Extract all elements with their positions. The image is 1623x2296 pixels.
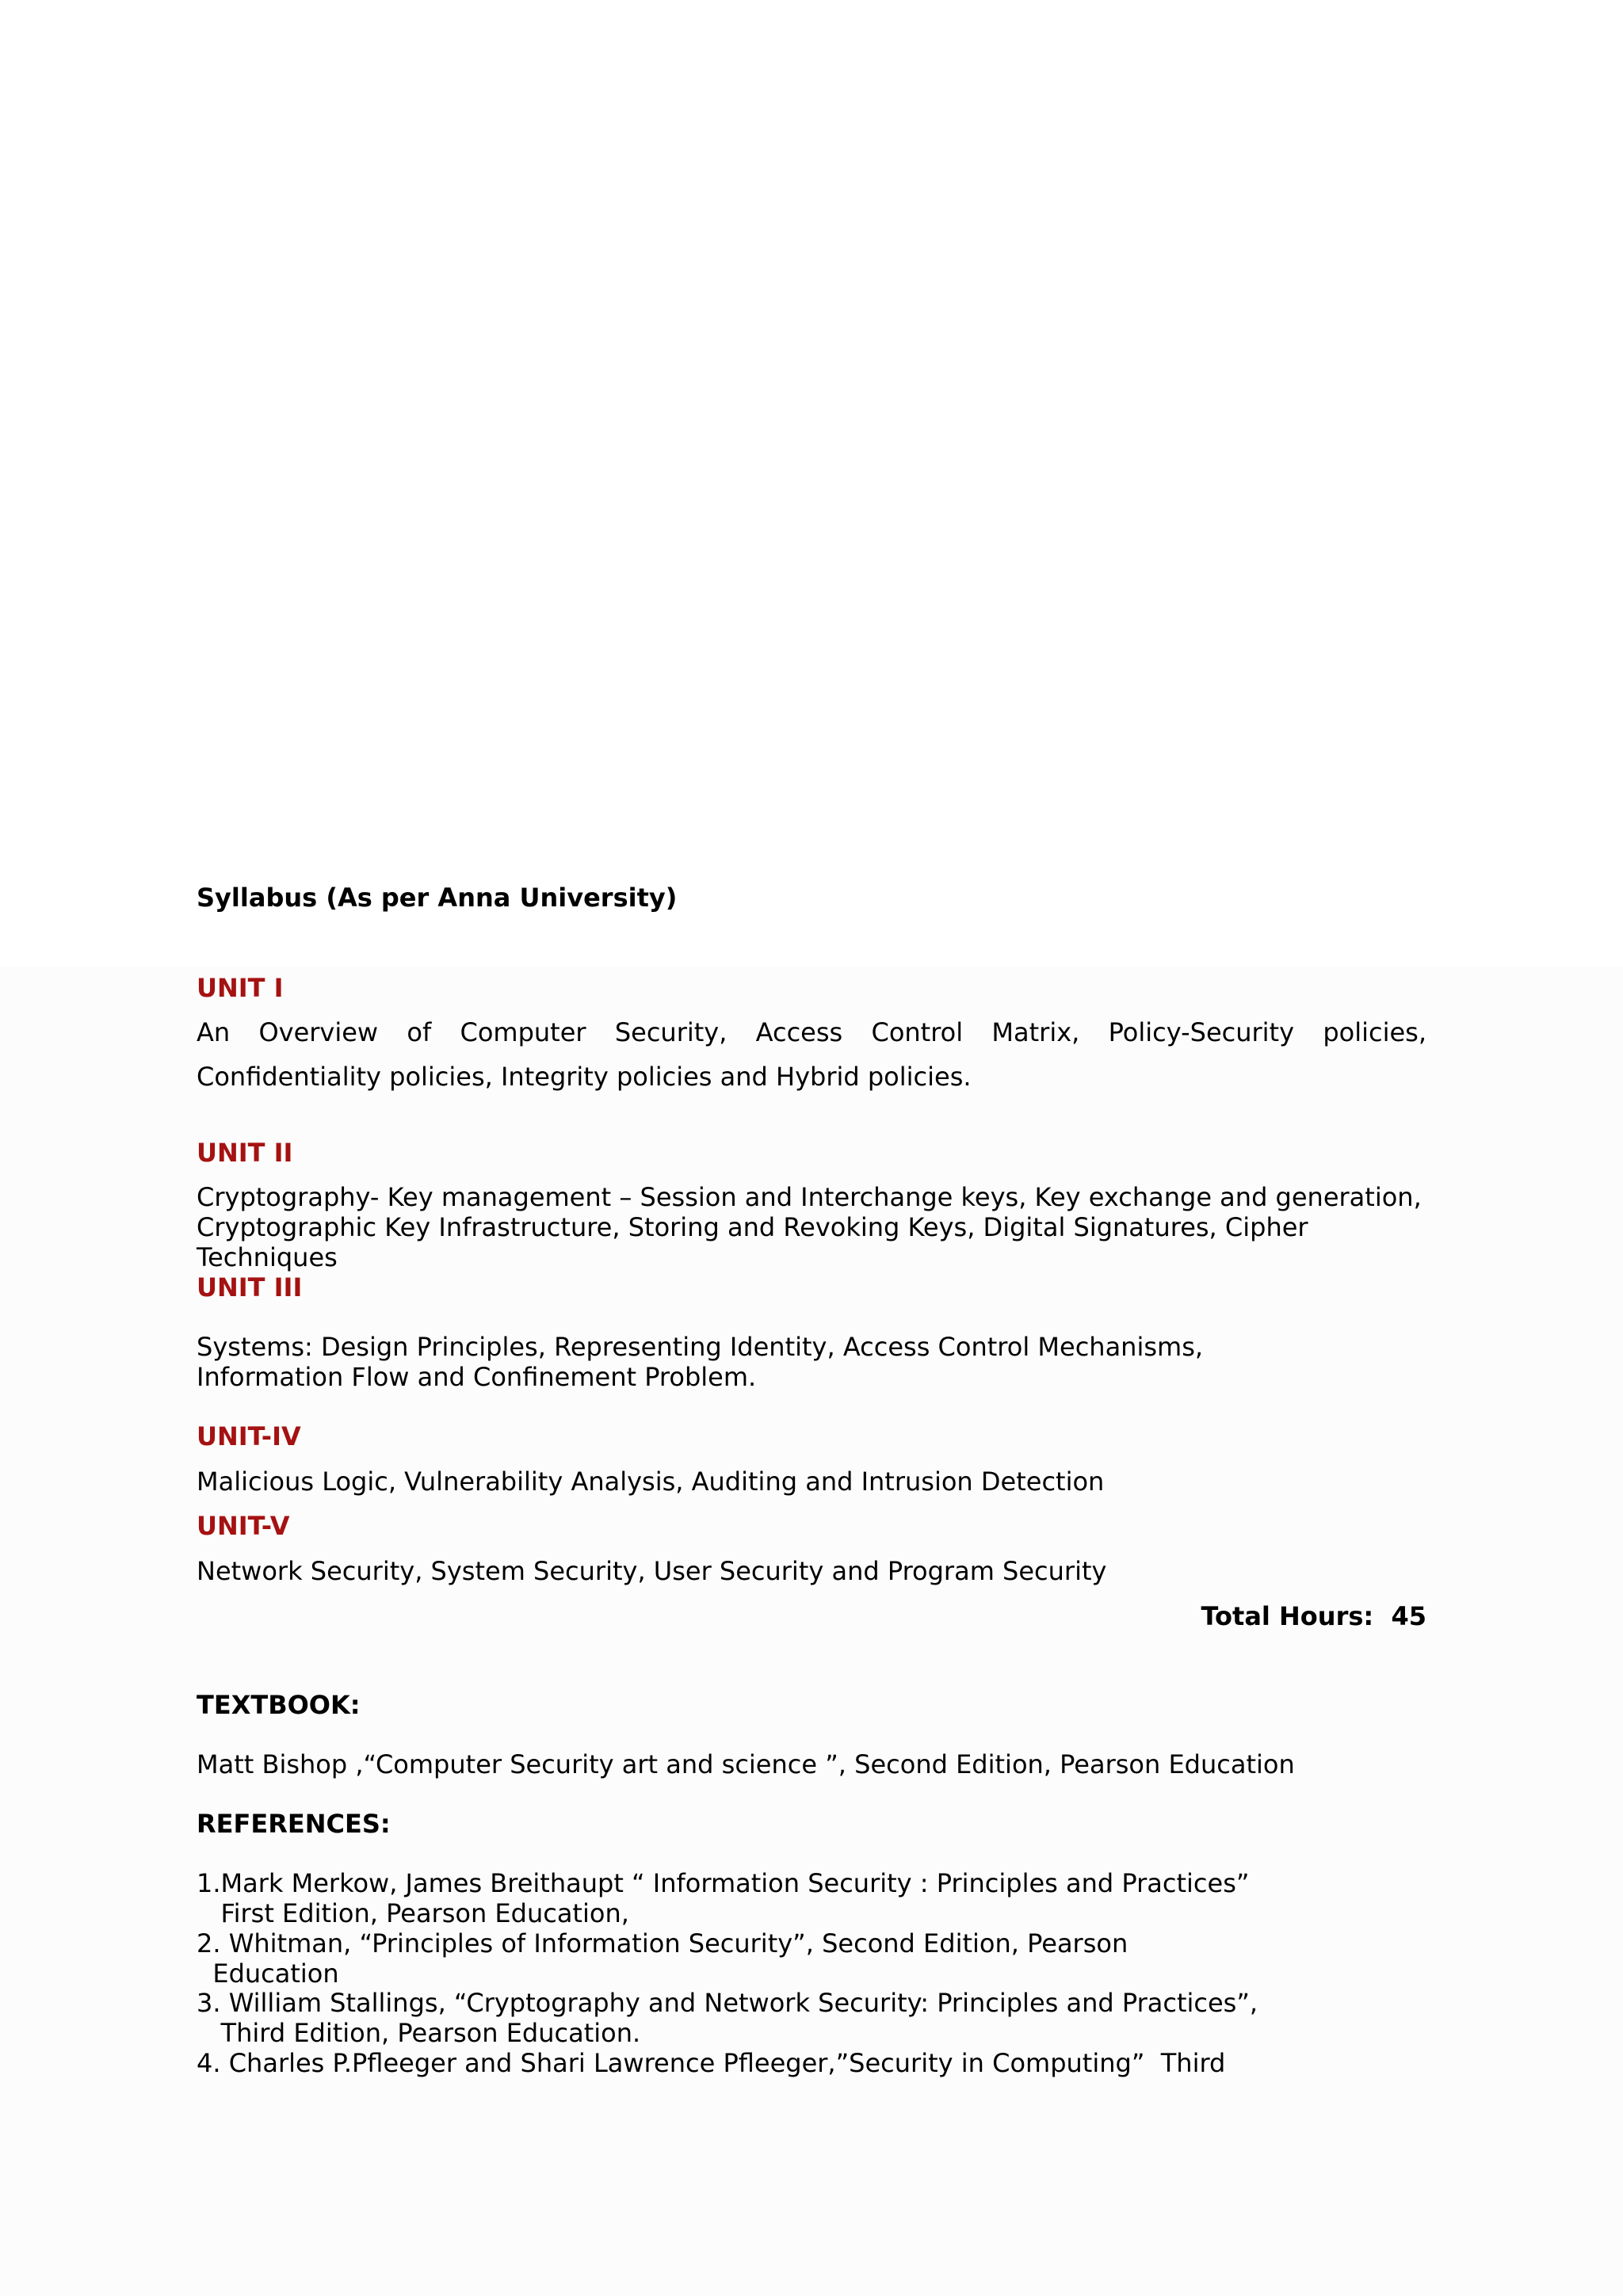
reference-line: Education (197, 1958, 339, 1989)
unit-4-heading: UNIT-IV (197, 1421, 301, 1451)
unit-1-body: An Overview of Computer Security, Access Control Matrix, Policy-Security policies, Confidentiality policies, Integrity policies and Hybrid policies. (197, 1017, 1426, 1092)
reference-line: 2. Whitman, “Principles of Information Security”, Second Edition, Pearson (197, 1928, 1128, 1958)
unit-3-heading: UNIT III (197, 1272, 303, 1302)
textbook-heading: TEXTBOOK: (197, 1690, 361, 1720)
unit-5-line: Network Security, System Security, User Security and Program Security (197, 1556, 1107, 1586)
reference-line: First Edition, Pearson Education, (197, 1898, 629, 1928)
unit-2-heading: UNIT II (197, 1138, 293, 1168)
unit-1-heading: UNIT I (197, 973, 284, 1003)
syllabus-title: Syllabus (As per Anna University) (197, 883, 678, 913)
reference-line: 4. Charles P.Pfleeger and Shari Lawrence Pfleeger,”Security in Computing” Third (197, 2048, 1226, 2078)
reference-line: 1.Mark Merkow, James Breithaupt “ Information Security : Principles and Practices” (197, 1868, 1250, 1898)
unit-4-line: Malicious Logic, Vulnerability Analysis, Auditing and Intrusion Detection (197, 1466, 1105, 1497)
unit-3-line: Systems: Design Principles, Representing Identity, Access Control Mechanisms, (197, 1332, 1204, 1362)
unit-3-line: Information Flow and Confinement Problem. (197, 1362, 757, 1392)
unit-2-line: Techniques (197, 1242, 338, 1272)
references-heading: REFERENCES: (197, 1809, 391, 1839)
reference-line: 3. William Stallings, “Cryptography and Network Security: Principles and Practices”, (197, 1988, 1258, 2018)
reference-line: Third Edition, Pearson Education. (197, 2018, 641, 2048)
total-hours: Total Hours: 45 (1201, 1601, 1426, 1631)
unit-5-heading: UNIT-V (197, 1511, 290, 1541)
unit-2-line: Cryptographic Key Infrastructure, Storing and Revoking Keys, Digital Signatures, Cipher (197, 1212, 1308, 1242)
unit-2-line: Cryptography- Key management – Session and Interchange keys, Key exchange and generation, (197, 1182, 1422, 1212)
textbook-entry: Matt Bishop ,“Computer Security art and science ”, Second Edition, Pearson Education (197, 1749, 1295, 1779)
